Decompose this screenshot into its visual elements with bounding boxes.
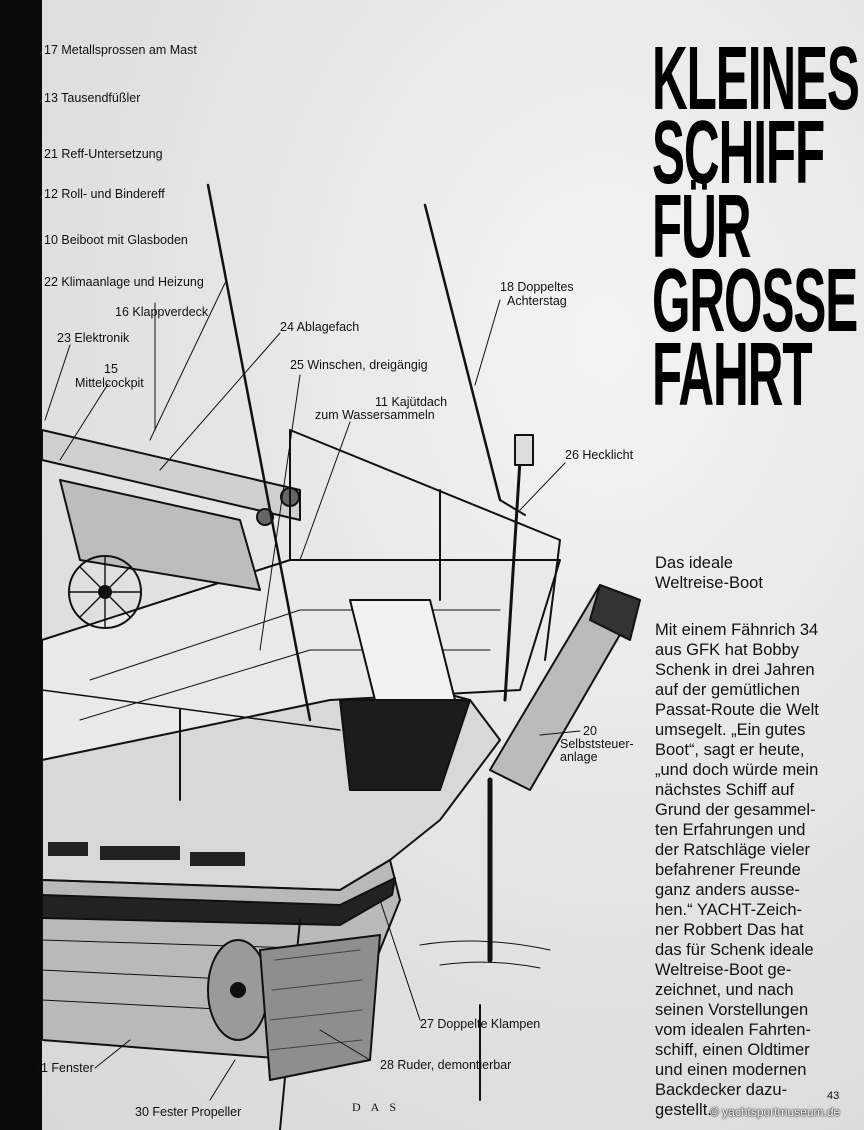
body-line: Schenk in drei Jahren — [655, 661, 815, 679]
label-11-line1: 11 Kajütdach — [375, 395, 448, 409]
body-line: und einen modernen — [655, 1061, 807, 1079]
body-line: aus GFK hat Bobby — [655, 641, 799, 659]
label-21: 21 Reff-Untersetzung — [44, 147, 163, 161]
label-18-line1: 18 Doppeltes — [500, 280, 574, 294]
label-20-line2: anlage — [560, 750, 598, 764]
artist-signature: DAS — [352, 1100, 407, 1114]
body-line: Mit einem Fähnrich 34 — [655, 621, 819, 639]
body-line: der Ratschläge vieler — [655, 841, 810, 859]
label-13: 13 Tausendfüßler — [44, 91, 141, 105]
label-15-number: 15 — [104, 362, 118, 376]
subheading-line: Weltreise-Boot — [655, 574, 763, 592]
body-line: Backdecker dazu- — [655, 1081, 788, 1099]
label-11-line2: zum Wassersammeln — [315, 408, 435, 422]
label-10: 10 Beiboot mit Glasboden — [44, 233, 188, 247]
subheading-line: Das ideale — [655, 554, 733, 572]
body-line: seinen Vorstellungen — [655, 1001, 809, 1019]
body-line: umsegelt. „Ein gutes — [655, 721, 806, 739]
headline-line: GROSSE — [652, 251, 858, 351]
label-18-line2: Achterstag — [507, 294, 567, 308]
body-line: „und doch würde mein — [655, 761, 819, 779]
body-line: zeichnet, und nach — [655, 981, 794, 999]
body-line: nächstes Schiff auf — [655, 781, 795, 799]
body-line: hen.“ YACHT-Zeich- — [655, 901, 803, 919]
label-20-line1: Selbststeuer- — [560, 737, 634, 751]
label-26: 26 Hecklicht — [565, 448, 634, 462]
label-25: 25 Winschen, dreigängig — [290, 358, 428, 372]
body-line: gestellt. — [655, 1101, 712, 1119]
label-27: 27 Doppelte Klampen — [420, 1017, 541, 1031]
body-line: schiff, einen Oldtimer — [655, 1041, 810, 1059]
headline-line: KLEINES — [652, 29, 859, 129]
label-16: 16 Klappverdeck — [115, 305, 209, 319]
subheading — [655, 553, 763, 593]
body-line: Weltreise-Boot ge- — [655, 961, 792, 979]
label-17: 17 Metallsprossen am Mast — [44, 43, 197, 57]
label-30: 30 Fester Propeller — [135, 1105, 242, 1119]
body-line: Grund der gesammel- — [655, 801, 816, 819]
body-line: ganz anders ausse- — [655, 881, 800, 899]
article-body — [655, 620, 851, 1120]
headline — [652, 29, 859, 425]
label-23: 23 Elektronik — [57, 331, 130, 345]
body-line: das für Schenk ideale — [655, 941, 814, 959]
label-22: 22 Klimaanlage und Heizung — [44, 275, 204, 289]
page-spine — [0, 0, 42, 1130]
label-15: Mittelcockpit — [75, 376, 144, 390]
body-line: Boot“, sagt er heute, — [655, 741, 805, 759]
label-20-number: 20 — [583, 724, 597, 738]
headline-line: FAHRT — [652, 325, 812, 425]
label-12: 12 Roll- und Bindereff — [44, 187, 165, 201]
body-line: befahrener Freunde — [655, 861, 801, 879]
body-line: vom idealen Fahrten- — [655, 1021, 811, 1039]
headline-line: FÜR — [652, 177, 751, 277]
body-line: Passat-Route die Welt — [655, 701, 819, 719]
headline-line: SCHIFF — [652, 103, 825, 203]
label-24: 24 Ablagefach — [280, 320, 360, 334]
label-31: 31 Fenster — [34, 1061, 94, 1075]
watermark: © yachtsportmuseum.de — [710, 1105, 841, 1119]
page-number: 43 — [827, 1090, 840, 1102]
label-28: 28 Ruder, demontierbar — [380, 1058, 512, 1072]
body-line: auf der gemütlichen — [655, 681, 800, 699]
body-line: ten Erfahrungen und — [655, 821, 806, 839]
body-line: ner Robbert Das hat — [655, 921, 804, 939]
